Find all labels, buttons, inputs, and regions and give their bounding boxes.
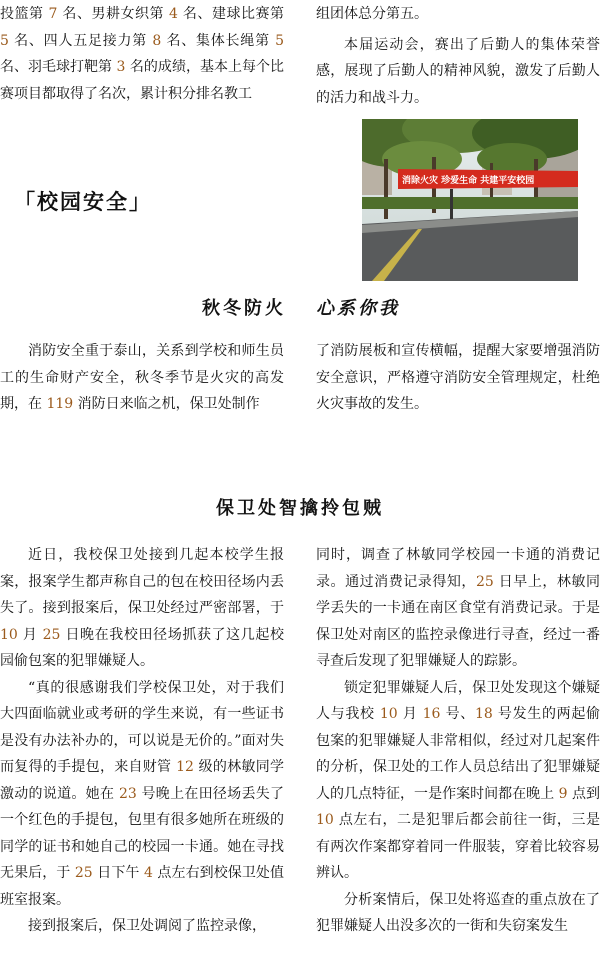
theft-article-right-column xyxy=(316,542,600,940)
campus-banner-photo xyxy=(362,119,578,281)
fire-article-continuation: 了消防展板和宣传横幅，提醒大家要增强消防安全意识，严格遵守消防安全管理规定，杜绝火灾事故的发生。 xyxy=(316,343,600,412)
theft-paragraph-2: “真的很感谢我们学校保卫处，对于我们大四面临就业或考研的学生来说，有一些证书是没有办法补办的，可以说是无价的。”面对失而复得的手提包，来自财管 12 级的林敏同学激动的说道。她在 23 号晚上在田径场丢失了一个红色的手提包，包里有很多她所在班级的同学的证书和她自己的校园一卡通。她在寻找无果后，于 25 日下午 4 点左右到校保卫处值班室报案。 xyxy=(0,679,285,908)
theft-paragraph-4: 同时，调查了林敏同学校园一卡通的消费记录。通过消费记录得知，25 日早上，林敏同学丢失的一卡通在南区食堂有消费记录。于是保卫处对南区的监控录像进行寻查，经过一番寻查后发现了犯罪嫌疑人的踪影。 xyxy=(316,547,600,669)
sports-left-column xyxy=(0,1,284,107)
section-heading-campus-safety: 「校园安全」 xyxy=(14,190,152,214)
article-fire-title-right: 心系你我 xyxy=(316,298,400,319)
theft-paragraph-5: 锁定犯罪嫌疑人后，保卫处发现这个嫌疑人与我校 10 月 16 号、18 号发生的两起偷包案的犯罪嫌疑人非常相似，经过对几起案件的分析，保卫处的工作人员总结出了犯罪嫌疑人的几点特征，一是作案时间都在晚上 9 点到 10 点左右，二是犯罪后都会前往一街，三是有两次作案都穿着同一件服装，穿着比较容易辨认。 xyxy=(316,679,600,881)
article-theft-title: 保卫处智擒拎包贼 xyxy=(216,498,384,519)
sports-right-column xyxy=(316,1,600,111)
article-fire-title-left: 秋冬防火 xyxy=(202,298,286,319)
fire-article-paragraph: 消防安全重于泰山，关系到学校和师生员工的生命财产安全，秋冬季节是火灾的高发期，在 119 消防日来临之机，保卫处制作 xyxy=(0,343,284,412)
sports-ranking-line: 组团体总分第五。 xyxy=(316,6,428,22)
sports-summary-paragraph: 本届运动会，赛出了后勤人的集体荣誉感，展现了后勤人的精神风貌，激发了后勤人的活力和战斗力。 xyxy=(316,36,600,106)
banner-text: 消除火灾 珍爱生命 共建平安校园 xyxy=(402,176,535,186)
fire-article-right-column xyxy=(316,338,600,418)
theft-paragraph-3: 接到报案后，保卫处调阅了监控录像， xyxy=(28,918,266,934)
campus-street-image xyxy=(362,119,578,281)
fire-article-left-column xyxy=(0,338,284,418)
theft-paragraph-6: 分析案情后，保卫处将巡查的重点放在了犯罪嫌疑人出没多次的一街和失窃案发生 xyxy=(316,891,600,934)
theft-paragraph-1: 近日，我校保卫处接到几起本校学生报案，报案学生都声称自己的包在校田径场内丢失了。接到报案后，保卫处经过严密部署，于 10 月 25 日晚在我校田径场抓获了这几起校园偷包案的犯罪嫌疑人。 xyxy=(0,547,284,669)
sports-results-paragraph: 投篮第 7 名、男耕女织第 4 名、建球比赛第 5 名、四人五足接力第 8 名、集体长绳第 5 名、羽毛球打靶第 3 名的成绩，基本上每个比赛项目都取得了名次，累计积分排名教工 xyxy=(0,6,285,102)
theft-article-left-column xyxy=(0,542,284,940)
